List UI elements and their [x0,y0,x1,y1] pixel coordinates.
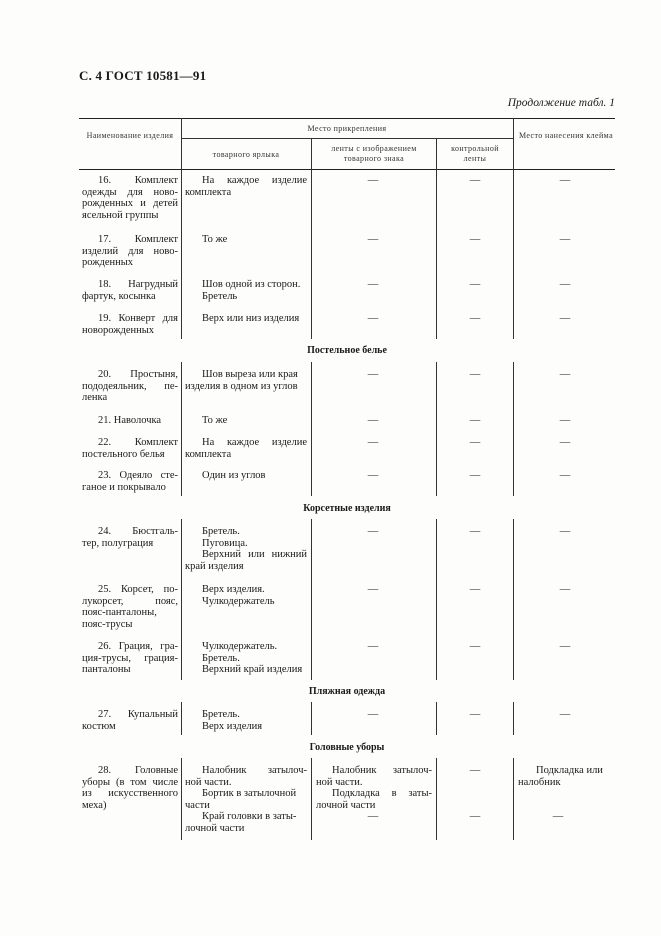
cell-text: из искусственного [82,788,178,799]
cell-text: 17. Комплект [98,234,178,245]
empty-cell-dash: — [367,279,379,290]
cell-text: уборы (в том числе [82,776,178,788]
col-divider-3-header [436,138,437,169]
cell-text: новорожденных [82,324,155,336]
cell-text: Бретель. [202,652,240,664]
cell-text: рожденных [82,257,134,268]
cell-text: пояс-трусы [82,618,133,630]
page-title: С. 4 ГОСТ 10581—91 [79,68,207,83]
section-heading-bed-linen: Постельное белье [307,345,387,356]
column-header-name: Наименование изделия [86,131,174,140]
empty-cell-dash: — [559,641,571,652]
cell-text: 18. Нагрудный [98,279,178,290]
cell-text: панталоны [82,664,131,675]
cell-text: лочной части [316,799,376,811]
section-heading-headwear: Головные уборы [309,742,385,753]
cell-text: ленка [82,392,108,403]
empty-cell-dash: — [367,369,379,380]
empty-cell-dash: — [559,709,571,720]
empty-cell-dash: — [469,175,481,186]
cell-text: Пуговица. [202,537,248,549]
empty-cell-dash: — [559,470,571,481]
empty-cell-dash: — [367,234,379,245]
cell-text: части [185,799,210,811]
empty-cell-dash: — [469,234,481,245]
empty-cell-dash: — [469,811,481,822]
cell-text: Один из углов [202,470,266,481]
column-header-label: товарного ярлыка [212,150,280,159]
cell-text: изделий для ново- [82,245,178,257]
cell-text: Подкладка или [536,765,603,776]
cell-text: Верхний край изделия [202,664,303,675]
empty-cell-dash: — [367,470,379,481]
cell-text: 19. Конверт для [98,313,178,324]
cell-text: 28. Головные [98,765,178,776]
cell-text: Бретель. [202,709,240,720]
empty-cell-dash: — [469,415,481,426]
header-subdivider [181,138,513,139]
empty-cell-dash: — [367,175,379,186]
cell-text: пододеяльник, пе- [82,380,178,392]
empty-cell-dash: — [559,584,571,595]
cell-text: меха) [82,799,107,811]
empty-cell-dash: — [469,584,481,595]
column-header-place: Место прикрепления [307,124,387,133]
cell-text: Налобник затылоч- [202,765,307,776]
empty-cell-dash: — [367,415,379,426]
empty-cell-dash: — [559,313,571,324]
empty-cell-dash: — [559,175,571,186]
empty-cell-dash: — [469,279,481,290]
cell-text: На каждое изделие [202,175,307,186]
cell-text: пояс-панталоны, [82,607,157,618]
cell-text: одежды для ново- [82,186,178,198]
cell-text: Верх изделия [202,720,263,732]
cell-text: 25. Корсет, по- [98,584,178,595]
empty-cell-dash: — [469,369,481,380]
cell-text: 16. Комплект [98,175,178,186]
cell-text: край изделия [185,560,244,572]
empty-cell-dash: — [559,279,571,290]
cell-text: На каждое изделие [202,437,307,448]
empty-cell-dash: — [367,709,379,720]
cell-text: костюм [82,720,116,732]
empty-cell-dash: — [559,437,571,448]
cell-text: Бретель [202,290,238,302]
cell-text: рожденных и детей [82,198,178,209]
cell-text: лукорсет, пояс, [82,595,178,607]
cell-text: комплекта [185,186,232,198]
cell-text: 27. Купальный [98,709,178,720]
table-top-rule [79,118,615,119]
empty-cell-dash: — [552,811,564,822]
cell-text: комплекта [185,448,232,460]
empty-cell-dash: — [367,584,379,595]
cell-text: ганое и покрывало [82,481,166,493]
cell-text: То же [202,234,228,245]
empty-cell-dash: — [559,526,571,537]
empty-cell-dash: — [559,369,571,380]
table-header-bottom-rule [79,169,615,170]
empty-cell-dash: — [469,437,481,448]
table-continuation-label: Продолжение табл. 1 [507,97,615,109]
cell-text: изделия в одном из углов [185,380,298,392]
empty-cell-dash: — [367,437,379,448]
section-heading-beachwear: Пляжная одежда [308,686,386,697]
cell-text: Бретель. [202,526,240,537]
column-header-control-tape: контрольной ленты [451,144,499,163]
empty-cell-dash: — [469,641,481,652]
empty-cell-dash: — [367,526,379,537]
cell-text: 21. Наволочка [98,415,162,426]
cell-text: Чулкодержатель [202,595,275,607]
cell-text: налобник [518,776,561,788]
cell-text: фартук, косынка [82,290,156,302]
cell-text: Верхний или нижний [202,549,307,560]
cell-text: Верх изделия. [202,584,265,595]
cell-text: Налобник затылоч- [332,765,432,776]
cell-text: 26. Грация, гра- [98,641,178,652]
cell-text: Край головки в заты- [202,811,297,822]
cell-text: ной части. [316,776,363,788]
cell-text: постельного белья [82,448,165,460]
cell-text: Бортик в затылочной [202,788,297,799]
cell-text: То же [202,415,228,426]
empty-cell-dash: — [559,415,571,426]
empty-cell-dash: — [367,811,379,822]
cell-text: Шов выреза или края [202,369,298,380]
empty-cell-dash: — [367,313,379,324]
cell-text: ясельной группы [82,209,159,221]
empty-cell-dash: — [559,234,571,245]
cell-text: 20. Простыня, [98,369,178,380]
empty-cell-dash: — [469,313,481,324]
col-divider-2-header [311,138,312,169]
cell-text: 23. Одеяло сте- [98,470,178,481]
empty-cell-dash: — [469,470,481,481]
cell-text: ной части. [185,776,232,788]
col-divider-1-header [181,118,182,169]
cell-text: Шов одной из сторон. [202,279,301,290]
cell-text: ция-трусы, грация- [82,652,178,664]
column-header-stamp: Место нанесения клейма [518,131,614,140]
cell-text: Подкладка в заты- [332,788,432,799]
section-heading-corsetry: Корсетные изделия [303,503,391,514]
cell-text: 22. Комплект [98,437,178,448]
cell-text: Чулкодержатель. [202,641,278,652]
empty-cell-dash: — [367,641,379,652]
col-divider-4-header [513,118,514,169]
empty-cell-dash: — [469,526,481,537]
cell-text: 24. Бюстгаль- [98,526,178,537]
cell-text: тер, полуграция [82,537,154,549]
empty-cell-dash: — [469,765,481,776]
cell-text: Верх или низ изделия [202,313,300,324]
empty-cell-dash: — [469,709,481,720]
column-header-trademark-tape: ленты с изображением товарного знака [331,144,417,163]
cell-text: лочной части [185,822,245,834]
